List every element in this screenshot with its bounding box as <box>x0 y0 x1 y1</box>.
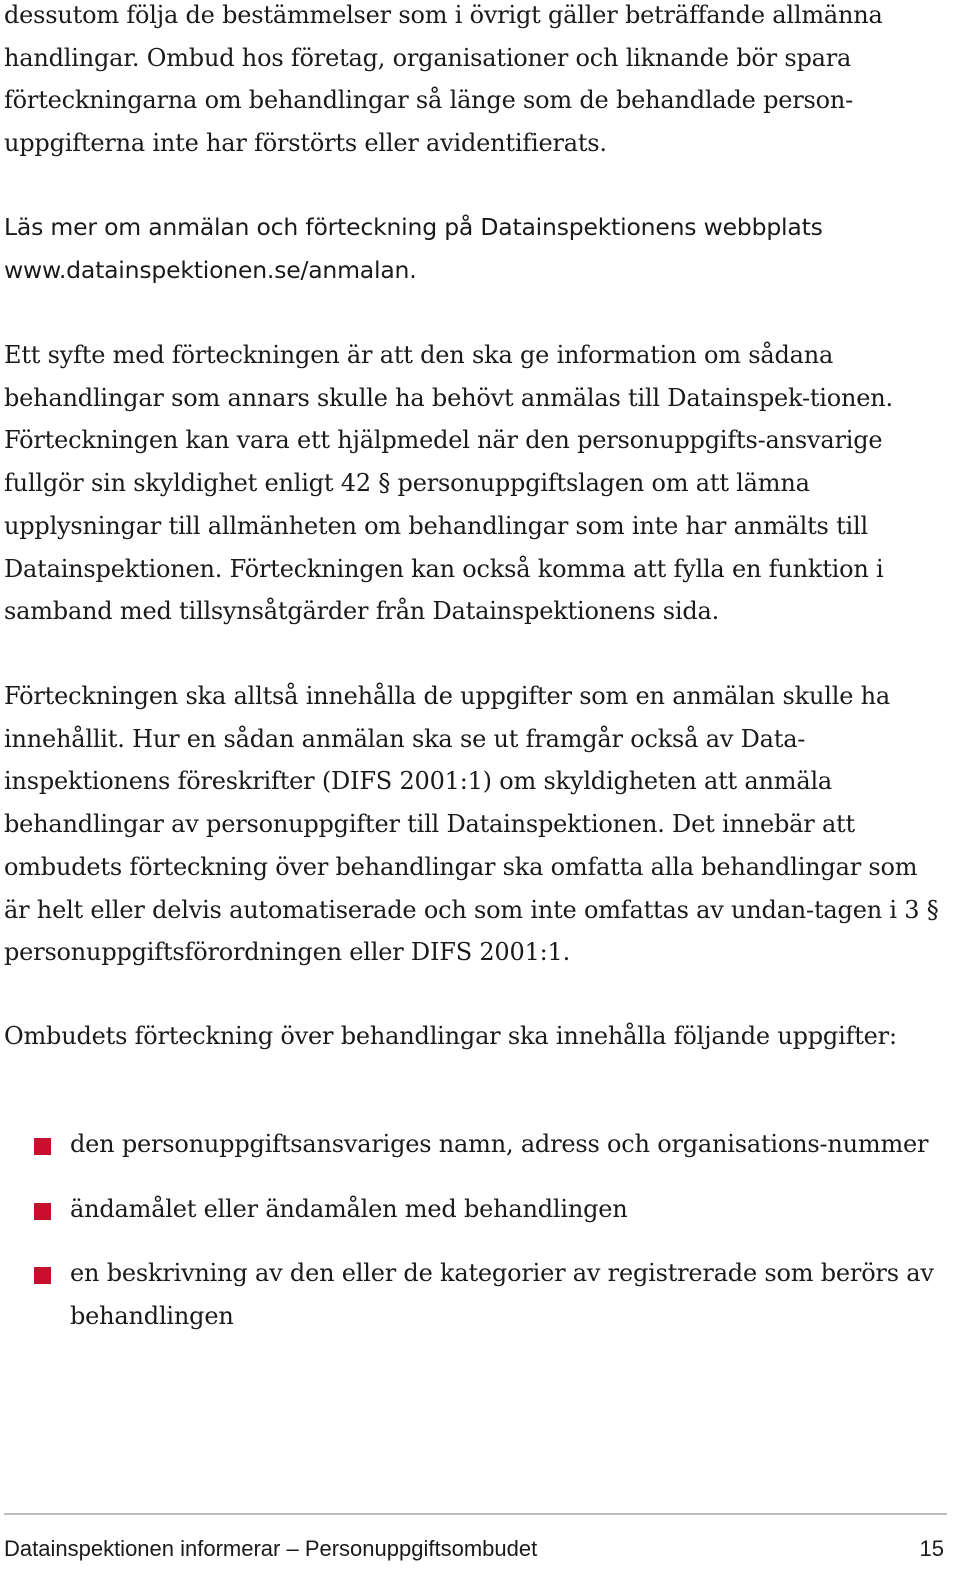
footer-divider <box>4 1513 947 1515</box>
paragraph-list-intro: Ombudets förteckning över behandlingar ska innehålla följande uppgifter: <box>4 1022 897 1050</box>
footer-title: Datainspektionen informerar – Personuppgiftsombudet <box>4 1536 538 1561</box>
list-item <box>4 1252 949 1337</box>
paragraph-contents: Förteckningen ska alltså innehålla de uppgifter som en anmälan skulle ha innehållit. Hur en sådan anmälan ska se ut framgår också av Data-inspektionens föreskrifter (DIFS 2001:1) om skyldigheten att anmäla behandlingar av personuppgifter till Datainspektionen. Det innebär att ombudets förteckning över behandlingar ska omfatta alla behandlingar som är helt eller delvis automatiserade och som inte omfattas av undan-tagen i 3 § personuppgiftsförordningen eller DIFS 2001:1. <box>4 682 939 967</box>
list-item <box>4 1123 949 1166</box>
requirements-list <box>4 1123 949 1360</box>
list-item-text: ändamålet eller ändamålen med behandlingen <box>70 1194 628 1223</box>
list-item <box>4 1188 949 1231</box>
square-bullet-icon <box>34 1203 51 1220</box>
page-number: 15 <box>919 1536 944 1561</box>
paragraph-archiving: dessutom följa de bestämmelser som i övrigt gäller beträffande allmänna handlingar. Ombud hos företag, organisationer och liknande bör spara förteckningarna om behandlingar så länge som de behandlade person-uppgifterna inte har förstörts eller avidentifierats. <box>4 1 883 158</box>
square-bullet-icon <box>34 1267 51 1284</box>
paragraph-purpose: Ett syfte med förteckningen är att den ska ge information om sådana behandlingar som annars skulle ha behövt anmälas till Datainspek-tionen. Förteckningen kan vara ett hjälpmedel när den personuppgifts-ansvarige fullgör sin skyldighet enligt 42 § personuppgiftslagen om att lämna upplysningar till allmänheten om behandlingar som inte har anmälts till Datainspektionen. Förteckningen kan också komma att fylla en funktion i samband med tillsynsåtgärder från Datainspektionens sida. <box>4 341 893 626</box>
list-item-text: en beskrivning av den eller de kategorier av registrerade som berörs av behandlingen <box>70 1259 934 1331</box>
square-bullet-icon <box>34 1138 51 1155</box>
list-item-text: den personuppgiftsansvariges namn, adress och organisations-nummer <box>70 1130 929 1158</box>
paragraph-read-more: Läs mer om anmälan och förteckning på Datainspektionens webbplats www.datainspektionen.se/anmalan. <box>4 213 823 284</box>
